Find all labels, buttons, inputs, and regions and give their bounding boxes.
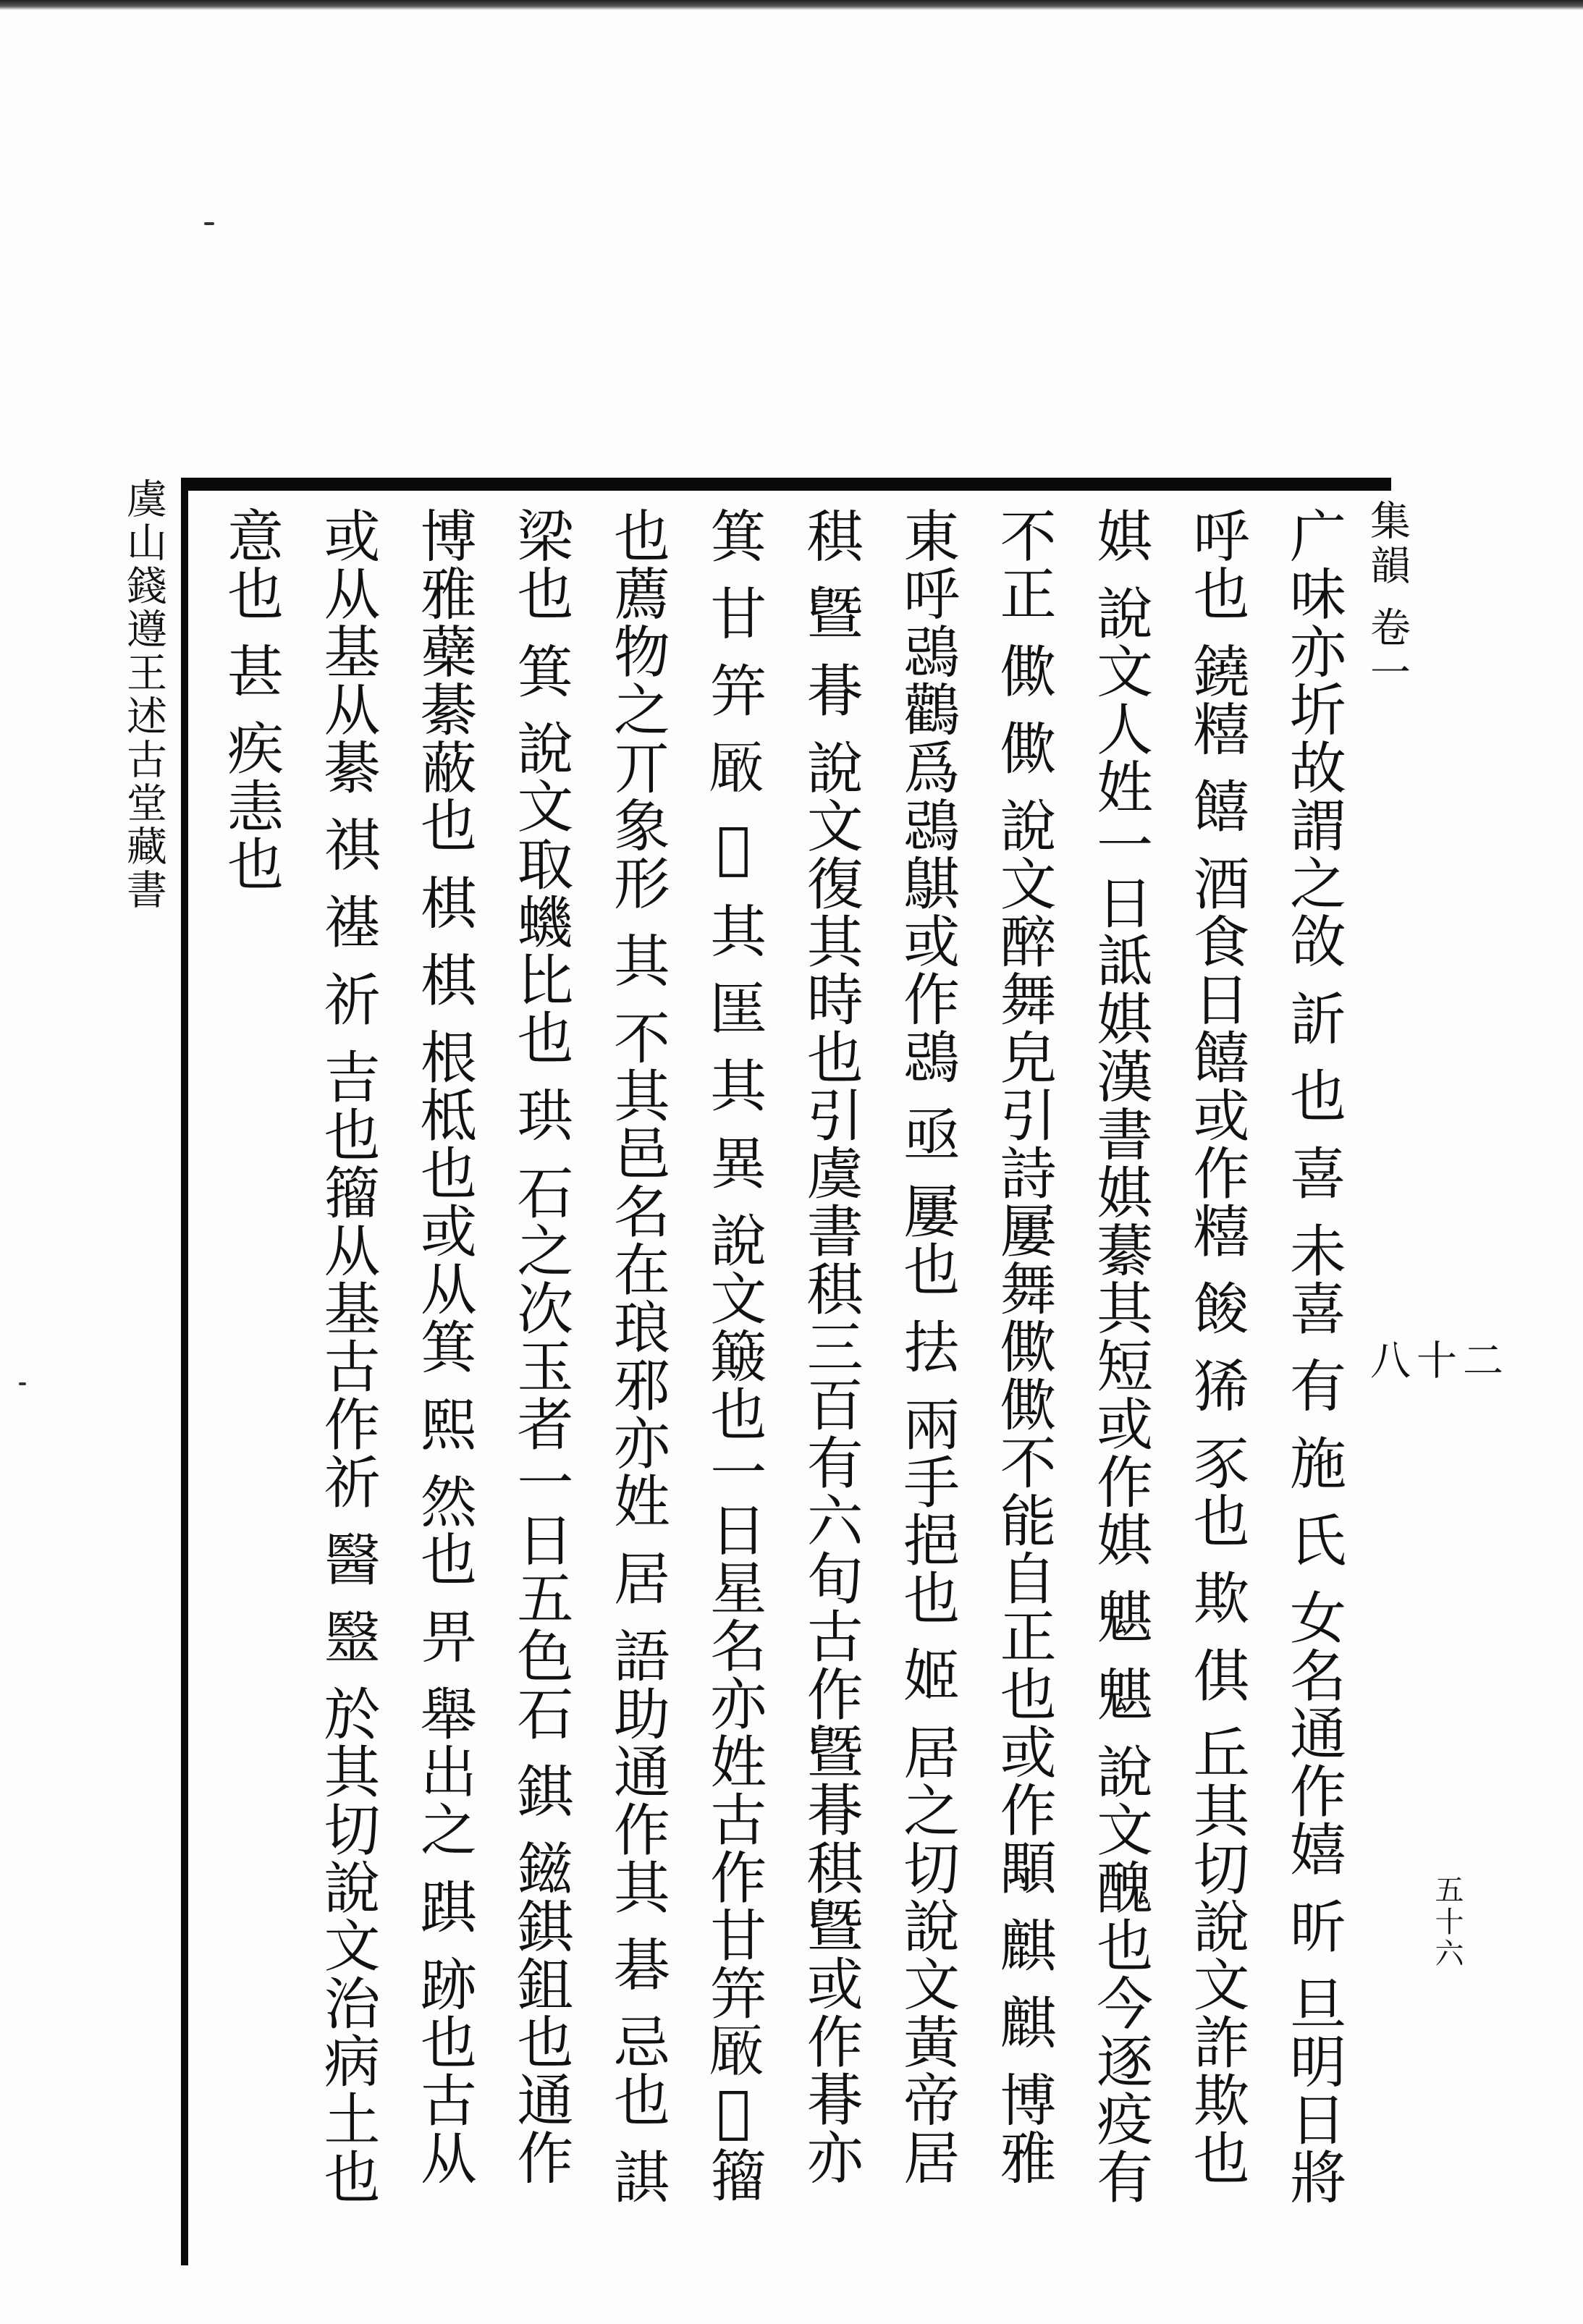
text-column: 東呼鵋鸛爲鵋鶀或作鵋 亟 屢也 抾 兩手挹也 姬 居之切說文黃帝居 [894,507,960,2186]
scan-speck [204,222,214,225]
text-body [203,507,1361,2244]
collection-label: 虞山錢遵王述古堂藏書 [120,478,167,912]
text-column: 梁也 箕 說文取蟣比也 珙 石之次玉者一日五色石 錤 鎡錤鉏也通作 [507,507,573,2186]
text-column: 或从基从綦 祺 禥 祈 吉也籀从基古作祈 醫 毉 於其切說文治病土也 [314,507,380,2206]
text-column: 也薦物之丌象形 其 不其邑名在琅邪亦姓 居 語助通作其 碁 忌也 諆 [604,507,670,2206]
text-column: 广味亦圻故謂之㪉 訢 也 喜 未喜 有 施 氏 女名通作嬉 昕 旦明日將 [1280,507,1346,2206]
scan-speck [19,1382,26,1385]
text-column: 娸 說文人姓一日詆娸漢書娸藄其短或作娸 魌 魌 說文醜也今逐疫有 [1087,507,1153,2206]
text-column: 博雅蘗綦蔽也 棋 棋 根柢也或从箕 熙 然也 畀 舉出之 踑 跡也古从 [410,507,476,2187]
text-column: 呼也 鐃糦 饎 酒食日饎或作糦 餕 狶 豕也 欺 倛 丘其切說文詐欺也 [1183,507,1249,2187]
folio-number: 五十六 [1430,1875,1464,1970]
text-column: 稘 曁 朞 說文復其時也引虞書稘三百有六旬古作曁朞稘曁或作朞亦 [797,507,863,2186]
text-column: 意也 甚 疾恚也 [218,507,283,893]
page-title: 集韻 卷一 [1364,499,1411,696]
text-column: 不正 僛 僛 說文醉舞皃引詩屢舞僛僛不能自正也或作顒 麒 麒 博雅 [990,507,1056,2186]
text-column: 箕 甘 笄 𠪚 𠇠 其 匩 其 異 說文簸也一日星名亦姓古作甘笄𠪚𠇠籀 [701,507,767,2205]
page-marker: 二十八 [1364,1339,1503,1384]
scan-edge [0,0,1583,10]
